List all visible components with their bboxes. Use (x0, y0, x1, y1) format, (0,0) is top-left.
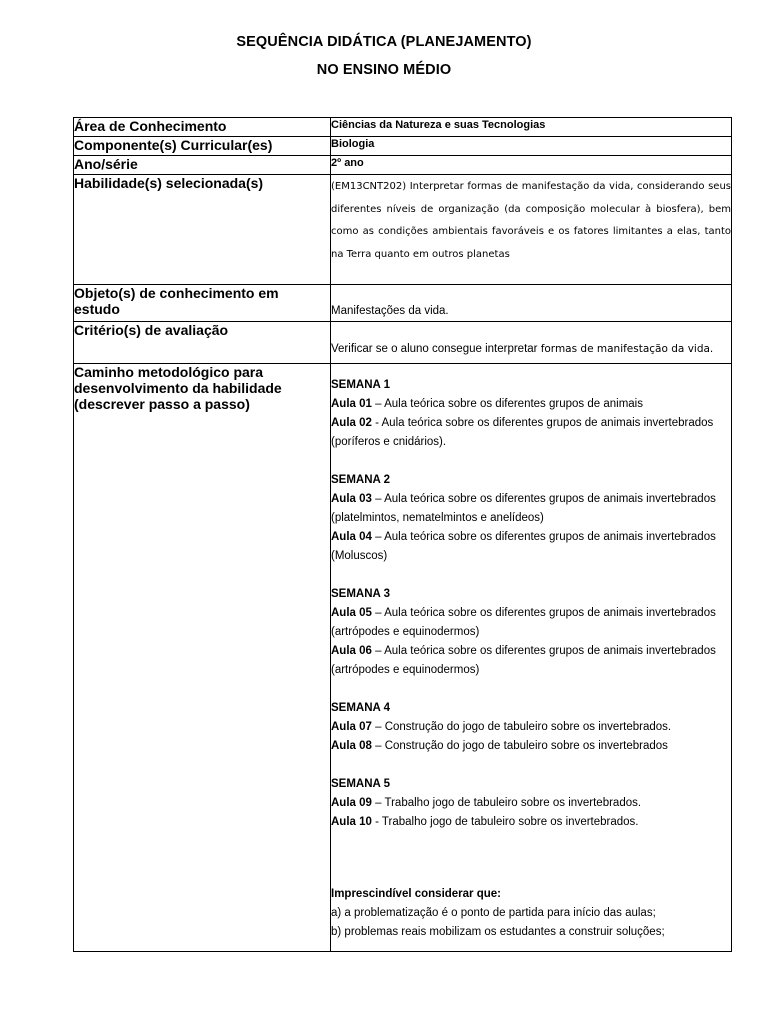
row-habilidade (74, 175, 732, 285)
aula07-label: Aula 07 (331, 721, 372, 733)
row-criterio (74, 322, 732, 364)
label-componente: Componente(s) Curricular(es) (74, 137, 331, 156)
methodology-content (331, 364, 731, 942)
value-ano: 2º ano (331, 157, 364, 169)
value-area: Ciências da Natureza e suas Tecnologias (331, 119, 546, 131)
row-objeto (74, 285, 732, 322)
aula03-text: – Aula teórica sobre os diferentes grupos de animais invertebrados (371, 493, 716, 505)
aula04-line (331, 528, 731, 547)
value-habilidade: (EM13CNT202) Interpretar formas de manifestação da vida, considerando seus diferentes níveis de organização (da composição molecular à biosfera), bem como as condições ambientais favoráveis e os fatores limitantes a elas, tanto na Terra quanto em outros planetas (331, 181, 731, 260)
aula06-label: Aula 06 (331, 645, 372, 657)
aula03-cont: (platelmintos, nematelmintos e anelídeos) (331, 512, 544, 524)
aula01-text: – Aula teórica sobre os diferentes grupos de animais (371, 398, 643, 410)
value-objeto: Manifestações da vida. (331, 305, 449, 317)
semana1-title: SEMANA 1 (331, 379, 390, 391)
aula06-line (331, 642, 731, 661)
aula05-label: Aula 05 (331, 607, 372, 619)
planning-table (73, 117, 732, 952)
aula10-line (331, 813, 731, 832)
label-caminho-line1: Caminho metodológico para (74, 364, 264, 380)
label-objeto-line2: estudo (74, 301, 120, 317)
value-componente: Biologia (331, 138, 375, 150)
aula05-text: – Aula teórica sobre os diferentes grupos de animais invertebrados (371, 607, 716, 619)
aula02-cont: (poríferos e cnidários). (331, 436, 447, 448)
aula03-line (331, 490, 731, 509)
aula09-label: Aula 09 (331, 797, 372, 809)
row-componente (74, 137, 732, 156)
aula09-text: – Trabalho jogo de tabuleiro sobre os invertebrados. (371, 797, 642, 809)
semana4-title: SEMANA 4 (331, 702, 390, 714)
aula10-text: - Trabalho jogo de tabuleiro sobre os invertebrados. (371, 816, 639, 828)
value-criterio-part1: Verificar se o aluno consegue interpretar (331, 343, 541, 355)
label-objeto (74, 285, 331, 322)
document-title: SEQUÊNCIA DIDÁTICA (PLANEJAMENTO) (236, 34, 532, 50)
aula05-line (331, 604, 731, 623)
aula08-label: Aula 08 (331, 740, 372, 752)
aula04-label: Aula 04 (331, 531, 372, 543)
semana5-title: SEMANA 5 (331, 778, 390, 790)
aula04-text: – Aula teórica sobre os diferentes grupos de animais invertebrados (371, 531, 716, 543)
row-caminho (74, 364, 732, 952)
aula02-label: Aula 02 (331, 417, 372, 429)
document-subtitle: NO ENSINO MÉDIO (316, 62, 452, 78)
label-caminho (74, 364, 331, 952)
aula07-text: – Construção do jogo de tabuleiro sobre os invertebrados. (371, 721, 672, 733)
aula05-cont: (artrópodes e equinodermos) (331, 626, 480, 638)
label-area: Área de Conhecimento (74, 118, 331, 137)
row-area (74, 118, 732, 137)
aula03-label: Aula 03 (331, 493, 372, 505)
label-criterio: Critério(s) de avaliação (74, 322, 331, 364)
semana2-title: SEMANA 2 (331, 474, 390, 486)
aula01-line (331, 395, 731, 414)
consideracoes-item-a: a) a problematização é o ponto de partida para início das aulas; (331, 907, 656, 919)
aula08-line (331, 737, 731, 756)
row-ano (74, 156, 732, 175)
aula06-text: – Aula teórica sobre os diferentes grupos de animais invertebrados (371, 645, 716, 657)
label-caminho-line2: desenvolvimento da habilidade (74, 380, 282, 396)
aula06-cont: (artrópodes e equinodermos) (331, 664, 480, 676)
aula08-text: – Construção do jogo de tabuleiro sobre os invertebrados (371, 740, 668, 752)
consideracoes-title: Imprescindível considerar que: (331, 888, 502, 900)
aula02-text: - Aula teórica sobre os diferentes grupos de animais invertebrados (371, 417, 714, 429)
semana3-title: SEMANA 3 (331, 588, 390, 600)
aula07-line (331, 718, 731, 737)
consideracoes-item-b: b) problemas reais mobilizam os estudantes a construir soluções; (331, 926, 665, 938)
value-criterio (331, 342, 731, 357)
label-caminho-line3: (descrever passo a passo) (74, 396, 250, 412)
aula02-line (331, 414, 731, 433)
label-ano: Ano/série (74, 156, 331, 175)
label-habilidade: Habilidade(s) selecionada(s) (74, 175, 331, 285)
aula09-line (331, 794, 731, 813)
aula01-label: Aula 01 (331, 398, 372, 410)
aula10-label: Aula 10 (331, 816, 372, 828)
aula04-cont: (Moluscos) (331, 550, 388, 562)
label-objeto-line1: Objeto(s) de conhecimento em (74, 285, 279, 301)
value-criterio-part2: formas de manifestação da vida. (540, 343, 714, 355)
